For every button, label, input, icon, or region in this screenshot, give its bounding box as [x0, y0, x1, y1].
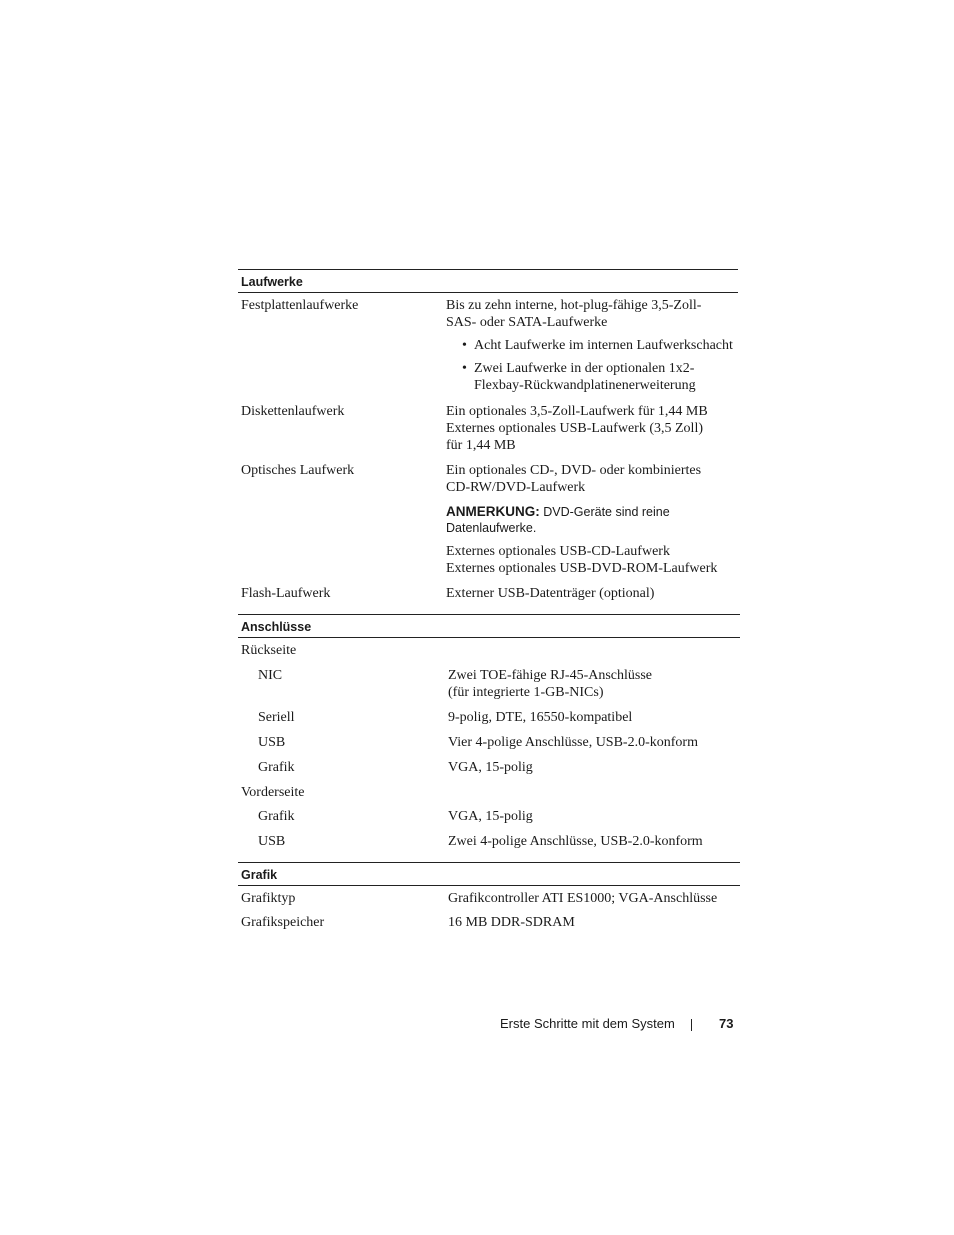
row-label-grafik-vorder: Grafik: [258, 809, 295, 824]
festplatten-bullet: Acht Laufwerke im internen Laufwerkschacht: [474, 338, 733, 353]
disketten-value-line: für 1,44 MB: [446, 438, 516, 453]
footer-separator: [691, 1019, 692, 1031]
row-label-seriell: Seriell: [258, 710, 295, 725]
group-label-rueckseite: Rückseite: [241, 643, 297, 658]
row-label-nic: NIC: [258, 668, 283, 683]
bullet-icon: •: [462, 338, 467, 353]
disketten-value-line: Externes optionales USB-Laufwerk (3,5 Zoll): [446, 421, 703, 436]
festplatten-value-line: Bis zu zehn interne, hot-plug-fähige 3,5-Zoll-: [446, 298, 702, 313]
row-label-festplatten: Festplattenlaufwerke: [241, 298, 359, 313]
group-label-vorderseite: Vorderseite: [241, 785, 305, 800]
note-text: Datenlaufwerke.: [446, 521, 537, 535]
section-header-anschluesse: Anschlüsse: [238, 614, 740, 638]
optisch-value-line: Externes optionales USB-DVD-ROM-Laufwerk: [446, 561, 718, 576]
note-label: ANMERKUNG:: [446, 504, 540, 519]
row-label-optisch: Optisches Laufwerk: [241, 463, 355, 478]
optisch-value-line: CD-RW/DVD-Laufwerk: [446, 480, 586, 495]
flash-value: Externer USB-Datenträger (optional): [446, 586, 655, 601]
seriell-value: 9-polig, DTE, 16550-kompatibel: [448, 710, 633, 725]
footer-title: Erste Schritte mit dem System: [500, 1016, 675, 1031]
usb-rueck-value: Vier 4-polige Anschlüsse, USB-2.0-konform: [448, 735, 698, 750]
section-header-grafik: Grafik: [238, 862, 740, 886]
disketten-value-line: Ein optionales 3,5-Zoll-Laufwerk für 1,44 MB: [446, 404, 708, 419]
festplatten-bullet: Zwei Laufwerke in der optionalen 1x2-: [474, 361, 695, 376]
section-header-laufwerke: Laufwerke: [238, 269, 738, 293]
grafik-rueck-value: VGA, 15-polig: [448, 760, 533, 775]
grafiktyp-value: Grafikcontroller ATI ES1000; VGA-Anschlüsse: [448, 891, 718, 906]
row-label-flash: Flash-Laufwerk: [241, 586, 331, 601]
page-number: 73: [719, 1016, 734, 1031]
optisch-value-line: Externes optionales USB-CD-Laufwerk: [446, 544, 670, 559]
festplatten-bullet: Flexbay-Rückwandplatinenerweiterung: [474, 378, 696, 393]
nic-value-line: (für integrierte 1-GB-NICs): [448, 685, 604, 700]
usb-vorder-value: Zwei 4-polige Anschlüsse, USB-2.0-konform: [448, 834, 703, 849]
bullet-icon: •: [462, 361, 467, 376]
row-label-grafiktyp: Grafiktyp: [241, 891, 296, 906]
row-label-usb-rueck: USB: [258, 735, 286, 750]
nic-value-line: Zwei TOE-fähige RJ-45-Anschlüsse: [448, 668, 652, 683]
festplatten-value-line: SAS- oder SATA-Laufwerke: [446, 315, 608, 330]
row-label-usb-vorder: USB: [258, 834, 286, 849]
note-text: DVD-Geräte sind reine: [543, 505, 670, 519]
row-label-grafikspeicher: Grafikspeicher: [241, 915, 325, 930]
note-block: [446, 503, 670, 521]
grafik-vorder-value: VGA, 15-polig: [448, 809, 533, 824]
optisch-value-line: Ein optionales CD-, DVD- oder kombiniertes: [446, 463, 702, 478]
grafikspeicher-value: 16 MB DDR-SDRAM: [448, 915, 575, 930]
row-label-grafik-rueck: Grafik: [258, 760, 295, 775]
row-label-disketten: Diskettenlaufwerk: [241, 404, 345, 419]
